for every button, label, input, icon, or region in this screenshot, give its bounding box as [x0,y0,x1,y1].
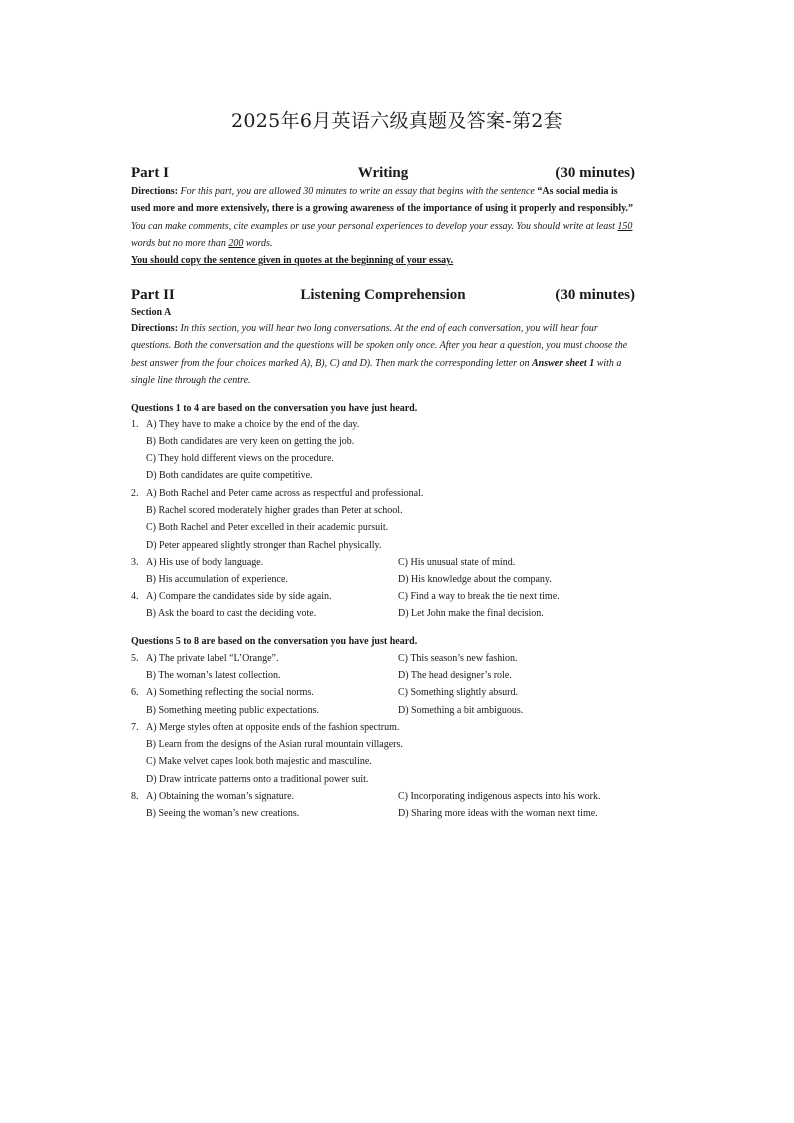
option-6d: D) Something a bit ambiguous. [398,705,524,716]
option-6c: C) Something slightly absurd. [398,687,518,698]
option-7d: D) Draw intricate patterns onto a traditional power suit. [146,774,369,785]
option-6a: A) Something reflecting the social norms. [146,687,314,698]
option-5d: D) The head designer’s role. [398,670,512,681]
option-1a: A) They have to make a choice by the end of the day. [146,419,360,430]
option-4d: D) Let John make the final decision. [398,608,544,619]
option-4c: C) Find a way to break the tie next time. [398,591,560,602]
option-7c: C) Make velvet capes look both majestic and masculine. [146,756,372,767]
group2-heading: Questions 5 to 8 are based on the conversation you have just heard. [131,636,418,647]
part2-label: Part II [131,287,175,303]
part1-directions: Directions: For this part, you are allowed 30 minutes to write an essay that begins with the sentence “As social media is used more and more extensively, there is a growing awareness of the importance of using it properly and responsibly.” You can make comments, cite examples or use your personal experiences to develop your essay. You should write at least 150 words but no more than 200 words. You should copy the sentence given in quotes at the beginning of your essay. [131,186,634,267]
option-8b: B) Seeing the woman’s new creations. [146,808,300,819]
part1-label: Part I [131,165,169,181]
option-5c: C) This season’s new fashion. [398,653,518,664]
option-8a: A) Obtaining the woman’s signature. [146,791,295,802]
answer-sheet-ref: Answer sheet 1 [531,357,595,369]
max-words: 200 [228,237,244,249]
option-8c: C) Incorporating indigenous aspects into his work. [398,791,601,802]
group1-heading: Questions 1 to 4 are based on the conversation you have just heard. [131,403,418,414]
option-3c: C) His unusual state of mind. [398,557,516,568]
part1-directions-label: Directions: [131,186,179,197]
part1-name: Writing [357,165,409,181]
option-3a: A) His use of body language. [146,557,264,568]
option-6b: B) Something meeting public expectations. [146,705,320,716]
option-1b: B) Both candidates are very keen on getting the job. [146,436,355,447]
option-2d: D) Peter appeared slightly stronger than Rachel physically. [146,540,382,551]
option-5a: A) The private label “L’Orange”. [146,653,279,664]
option-5b: B) The woman’s latest collection. [146,670,281,681]
option-7a: A) Merge styles often at opposite ends of the fashion spectrum. [146,722,400,733]
option-2a: A) Both Rachel and Peter came across as respectful and professional. [146,488,424,499]
option-3d: D) His knowledge about the company. [398,574,552,585]
option-8d: D) Sharing more ideas with the woman next time. [398,808,598,819]
option-2b: B) Rachel scored moderately higher grades than Peter at school. [146,505,403,516]
option-3b: B) His accumulation of experience. [146,574,288,585]
part2-directions: Directions: In this section, you will hear two long conversations. At the end of each conversation, you will hear four questions. Both the conversation and the questions will be spoken only once. After you hear a question, you must choose the best answer from the four choices marked A), B), C) and D). Then mark the corresponding letter on Answer sheet 1 with a single line through the centre. [131,323,628,386]
page-title: 2025年6月英语六级真题及答案-第2套 [231,110,563,132]
option-1d: D) Both candidates are quite competitive. [146,470,313,481]
section-a-label: Section A [131,307,172,318]
option-4b: B) Ask the board to cast the deciding vote. [146,608,317,619]
part1-time: (30 minutes) [555,165,635,181]
part1-note: You should copy the sentence given in quotes at the beginning of your essay. [131,255,454,267]
part2-time: (30 minutes) [555,287,635,303]
part2-directions-label: Directions: [131,323,179,334]
option-7b: B) Learn from the designs of the Asian rural mountain villagers. [146,739,403,750]
option-1c: C) They hold different views on the procedure. [146,453,334,464]
part2-name: Listening Comprehension [300,287,466,303]
part1-header [131,165,635,185]
min-words: 150 [617,220,633,232]
option-2c: C) Both Rachel and Peter excelled in their academic pursuit. [146,522,389,533]
part2-header [131,287,635,307]
option-4a: A) Compare the candidates side by side again. [146,591,332,602]
